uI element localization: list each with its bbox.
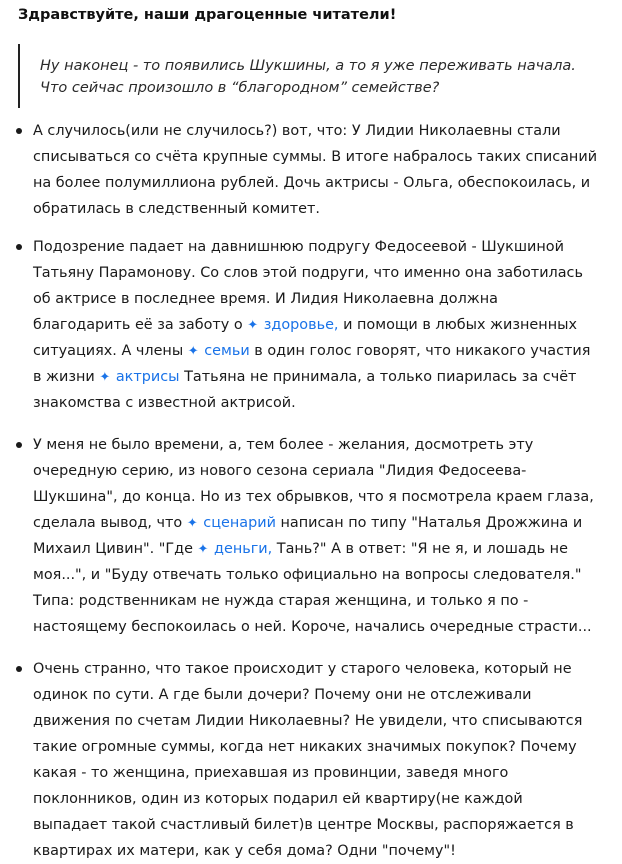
text-line: знакомства с известной актрисой. bbox=[33, 395, 296, 411]
text-line: моя...", и "Буду отвечать только официально на вопросы следователя." bbox=[33, 567, 582, 583]
text-line: об актрисе в последнее время. И Лидия Николаевна должна bbox=[33, 291, 498, 307]
text-line: Очень странно, что такое происходит у старого человека, который не bbox=[33, 661, 572, 677]
text-line: настоящему беспокоилась о ней. Короче, начались очередные страсти... bbox=[33, 619, 592, 635]
text-line: квартирах их матери, как у себя дома? Одни "почему"! bbox=[33, 843, 456, 859]
quote-line: Что сейчас произошло в “благородном” семействе? bbox=[40, 80, 440, 96]
text-line: сделала вывод, что ✦ сценарий написан по типу "Наталья Дрожжина и bbox=[33, 515, 583, 531]
text-line: Михаил Цивин". "Где ✦ деньги, Тань?" А в ответ: "Я не я, и лошадь не bbox=[33, 541, 568, 557]
topic-tag-link[interactable] bbox=[99, 369, 179, 385]
text-line: такие огромные суммы, когда нет никаких значимых покупок? Почему bbox=[33, 739, 577, 755]
text-line: одинок по сути. А где были дочери? Почему они не отслеживали bbox=[33, 687, 532, 703]
quote-line: Ну наконец - то появились Шукшины, а то я уже переживать начала. bbox=[40, 58, 576, 74]
topic-tag-label: актрисы bbox=[111, 369, 180, 385]
text-line: в жизни ✦ актрисы Татьяна не принимала, а только пиарилась за счёт bbox=[33, 369, 577, 385]
bullet-dot bbox=[16, 244, 22, 250]
text-line: ситуациях. А члены ✦ семьи в один голос говорят, что никакого участия bbox=[33, 343, 591, 359]
text-line: Шукшина", до конца. Но из тех обрывков, что я посмотрела краем глаза, bbox=[33, 489, 594, 505]
bullet-dot bbox=[16, 666, 22, 672]
sparkle-icon: ✦ bbox=[99, 370, 111, 385]
text-line: Типа: родственникам не нужда старая женщина, и только я по - bbox=[33, 593, 529, 609]
quote-text bbox=[40, 55, 576, 99]
list-item-text bbox=[33, 234, 590, 416]
text-line: на более полумиллиона рублей. Дочь актрисы - Ольга, обеспокоилась, и bbox=[33, 175, 591, 191]
text-line: поклонников, один из которых подарил ей квартиру(не каждой bbox=[33, 791, 523, 807]
topic-tag-label: семьи bbox=[199, 343, 250, 359]
topic-tag-link[interactable] bbox=[188, 343, 250, 359]
greeting-heading: Здравствуйте, наши драгоценные читатели! bbox=[18, 7, 397, 23]
blockquote bbox=[18, 44, 598, 108]
topic-tag-label: деньги, bbox=[209, 541, 273, 557]
sparkle-icon: ✦ bbox=[247, 318, 259, 333]
bullet-dot bbox=[16, 442, 22, 448]
sparkle-icon: ✦ bbox=[187, 344, 199, 359]
text-line: какая - то женщина, приехавшая из провинции, заведя много bbox=[33, 765, 509, 781]
text-line: У меня не было времени, а, тем более - желания, досмотреть эту bbox=[33, 437, 534, 453]
topic-tag-link[interactable] bbox=[247, 317, 338, 333]
topic-tag-link[interactable] bbox=[187, 515, 276, 531]
text-line: выпадает такой счастливый билет)в центре Москвы, распоряжается в bbox=[33, 817, 574, 833]
bullet-dot bbox=[16, 128, 22, 134]
list-item-text bbox=[33, 656, 582, 864]
sparkle-icon: ✦ bbox=[197, 542, 209, 557]
topic-tag-label: здоровье, bbox=[259, 317, 339, 333]
text-line: А случилось(или не случилось?) вот, что: У Лидии Николаевны стали bbox=[33, 123, 561, 139]
text-line: списываться со счёта крупные суммы. В итоге набралось таких списаний bbox=[33, 149, 598, 165]
text-line: обратилась в следственный комитет. bbox=[33, 201, 320, 217]
text-line: очередную серию, из нового сезона сериала "Лидия Федосеева- bbox=[33, 463, 527, 479]
sparkle-icon: ✦ bbox=[186, 516, 198, 531]
list-item-text bbox=[33, 118, 597, 222]
text-line: благодарить её за заботу о ✦ здоровье, и помощи в любых жизненных bbox=[33, 317, 577, 333]
topic-tag-link[interactable] bbox=[198, 541, 273, 557]
text-line: Татьяну Парамонову. Со слов этой подруги, что именно она заботилась bbox=[33, 265, 583, 281]
list-item-text bbox=[33, 432, 594, 640]
text-line: движения по счетам Лидии Николаевны? Не увидели, что списываются bbox=[33, 713, 583, 729]
topic-tag-label: сценарий bbox=[198, 515, 276, 531]
text-line: Подозрение падает на давнишнюю подругу Федосеевой - Шукшиной bbox=[33, 239, 564, 255]
